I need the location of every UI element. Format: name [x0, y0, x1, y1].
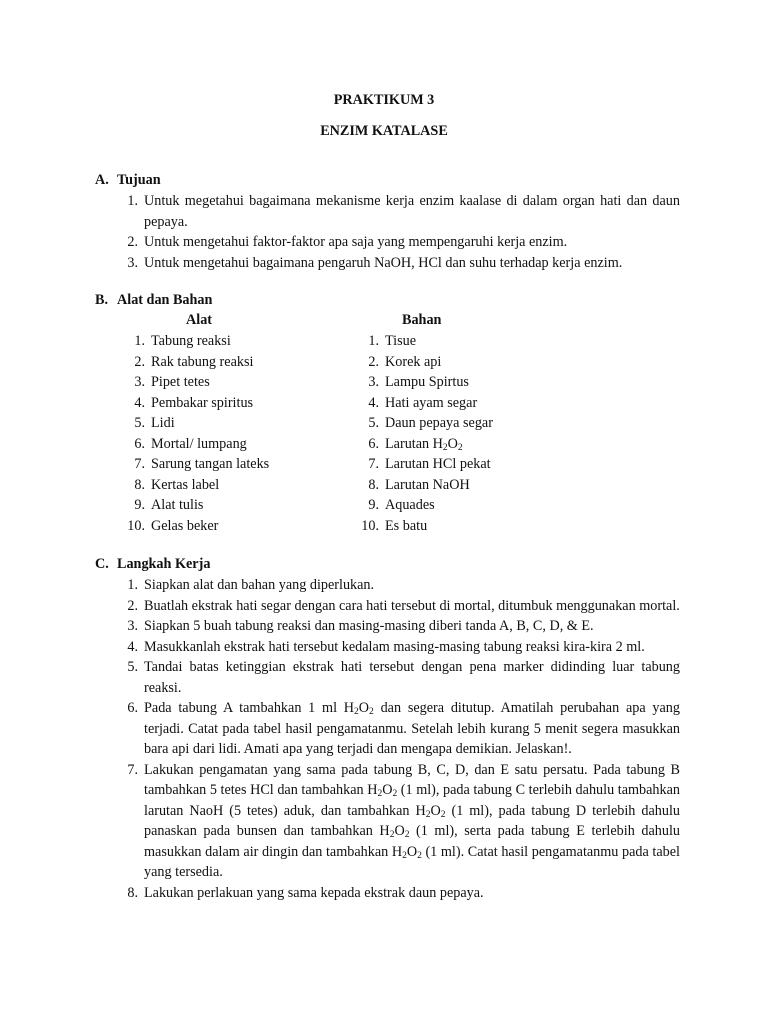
list-item-text: Hati ayam segar [385, 394, 478, 411]
list-item-text: Larutan NaOH [385, 476, 470, 493]
list-item [125, 372, 269, 393]
list-item-number: 2. [127, 597, 138, 614]
list-item-text: Buatlah ekstrak hati segar dengan cara hati tersebut di mortal, ditumbuk menggunakan mortal. [144, 597, 680, 614]
list-item-number: 1. [127, 577, 138, 593]
list-item-number: 3. [368, 374, 379, 390]
list-item-text: Daun pepaya segar [385, 415, 493, 431]
list-item-number: 6. [134, 435, 145, 452]
list-item-text: Larutan $H_2O_2$ [385, 435, 463, 453]
list-item-text: Larutan HCl pekat [385, 456, 491, 472]
section-c-heading [95, 556, 210, 573]
list-item [359, 454, 493, 475]
list-item [118, 883, 680, 904]
list-item [125, 434, 269, 455]
list-item [118, 253, 680, 274]
list-item [118, 616, 680, 637]
list-item-number: 5. [127, 659, 138, 675]
list-item-text: Pembakar spiritus [151, 394, 254, 411]
list-item-text: Sarung tangan lateks [151, 456, 270, 472]
list-item [118, 637, 680, 658]
list-item [118, 760, 680, 883]
list-item [359, 393, 493, 414]
page-subtitle: ENZIM KATALASE [320, 123, 448, 139]
section-c-letter: C. [95, 556, 109, 572]
list-item [118, 575, 680, 596]
section-c-list [118, 575, 680, 903]
list-item-number: 7. [134, 456, 145, 472]
list-item-text: Siapkan alat dan bahan yang diperlukan. [144, 577, 375, 593]
section-c-title: Langkah Kerja [117, 556, 211, 572]
list-item-number: 1. [134, 333, 145, 349]
list-item-text: Masukkanlah ekstrak hati tersebut kedalam masing-masing tabung reaksi kira-kira 2 ml. [144, 638, 645, 655]
list-item-number: 4. [134, 394, 145, 411]
list-item-number: 8. [127, 884, 138, 901]
list-item-number: 2. [127, 234, 138, 250]
list-item [118, 657, 680, 698]
list-item [125, 413, 269, 434]
bahan-heading: Bahan [402, 312, 442, 328]
section-a-title: Tujuan [117, 172, 161, 188]
list-item [359, 372, 493, 393]
list-item [359, 413, 493, 434]
list-item-text: Aquades [385, 497, 435, 513]
list-item-text: Korek api [385, 353, 442, 370]
list-item-text: Pipet tetes [151, 374, 210, 390]
list-item [125, 352, 269, 373]
list-item-number: 10. [361, 517, 379, 534]
list-item [359, 331, 493, 352]
list-item-text: Pada tabung A tambahkan 1 ml $H_2O_2$ dan segera ditutup. Amatilah perubahan apa yang terjadi. Catat pada tabel hasil pengamatanmu. Setelah lebih kurang 5 menit segera masukkan bara api dari lidi. Amati apa yang terjadi dan mengapa demikian. Jelaskan!. [144, 700, 680, 757]
list-item-number: 9. [368, 497, 379, 513]
list-item-number: 6. [127, 700, 138, 716]
section-a-letter: A. [95, 172, 109, 188]
list-item [118, 191, 680, 232]
list-item-number: 1. [127, 193, 138, 209]
list-item [125, 495, 269, 516]
alat-heading: Alat [186, 312, 213, 328]
list-item-number: 8. [368, 476, 379, 493]
list-item-text: Untuk mengetahui bagaimana pengaruh NaOH, HCl dan suhu terhadap kerja enzim. [144, 254, 623, 271]
list-item-text: Tandai batas ketinggian ekstrak hati tersebut dengan pena marker didinding luar tabung reaksi. [144, 659, 680, 696]
list-item-text: Siapkan 5 buah tabung reaksi dan masing-masing diberi tanda A, B, C, D, & E. [144, 618, 594, 634]
list-item-number: 10. [127, 517, 145, 534]
list-item-text: Untuk megetahui bagaimana mekanisme kerja enzim kaalase di dalam organ hati dan daun pepaya. [144, 193, 680, 230]
list-item [359, 434, 493, 455]
list-item [359, 516, 493, 537]
list-item [359, 352, 493, 373]
list-item [125, 516, 269, 537]
list-item-number: 7. [368, 456, 379, 472]
list-item-number: 4. [368, 394, 379, 411]
list-item-number: 1. [368, 333, 379, 349]
list-item-number: 3. [127, 254, 138, 271]
section-a-list [118, 191, 680, 273]
list-item-text: Es batu [385, 517, 428, 534]
list-item [125, 393, 269, 414]
page-title: PRAKTIKUM 3 [333, 92, 435, 108]
list-item-text: Rak tabung reaksi [151, 353, 254, 370]
list-item-number: 9. [134, 497, 145, 513]
list-item-text: Kertas label [151, 476, 220, 493]
list-item-number: 4. [127, 638, 138, 655]
list-item-text: Lidi [151, 415, 175, 431]
list-item [125, 331, 269, 352]
list-item-text: Lakukan perlakuan yang sama kepada ekstrak daun pepaya. [144, 884, 484, 901]
list-item [125, 475, 269, 496]
list-item-text: Tisue [385, 333, 417, 349]
list-item-number: 5. [134, 415, 145, 431]
list-item-text: Mortal/ lumpang [151, 435, 247, 452]
list-item-number: 3. [127, 618, 138, 634]
list-item-number: 5. [368, 415, 379, 431]
list-item [118, 596, 680, 617]
list-item-text: Lakukan pengamatan yang sama pada tabung B, C, D, dan E satu persatu. Pada tabung B tambahkan 5 tetes HCl dan tambahkan $H_2O_2$ (1 ml), pada tabung C terlebih dahulu tambahkan larutan NaoH (5 tetes) aduk, dan tambahkan $H_2O_2$ (1 ml), pada tabung D terlebih dahulu panaskan pada bunsen dan tambahkan $H_2O_2$ (1 ml), serta pada tabung E terlebih dahulu masukkan dalam air dingin dan tambahkan $H_2O_2$ (1 ml). Catat hasil pengamatanmu pada tabel yang tersedia. [144, 761, 680, 880]
list-item-text: Gelas beker [151, 517, 219, 534]
section-b-letter: B. [95, 292, 109, 308]
bahan-list [359, 331, 493, 536]
section-b-title: Alat dan Bahan [117, 292, 213, 308]
list-item [359, 475, 493, 496]
alat-list [125, 331, 269, 536]
list-item [359, 495, 493, 516]
list-item-number: 2. [134, 353, 145, 370]
list-item-number: 3. [134, 374, 145, 390]
list-item-text: Tabung reaksi [151, 333, 231, 349]
list-item-text: Untuk mengetahui faktor-faktor apa saja yang mempengaruhi kerja enzim. [144, 234, 568, 250]
list-item-text: Lampu Spirtus [385, 374, 469, 390]
list-item-number: 8. [134, 476, 145, 493]
list-item-number: 2. [368, 353, 379, 370]
section-b-heading [95, 292, 212, 309]
list-item [118, 698, 680, 760]
list-item-text: Alat tulis [151, 497, 204, 513]
list-item-number: 7. [127, 761, 138, 778]
list-item [118, 232, 680, 253]
section-a-heading [95, 172, 161, 189]
list-item-number: 6. [368, 435, 379, 452]
list-item [125, 454, 269, 475]
